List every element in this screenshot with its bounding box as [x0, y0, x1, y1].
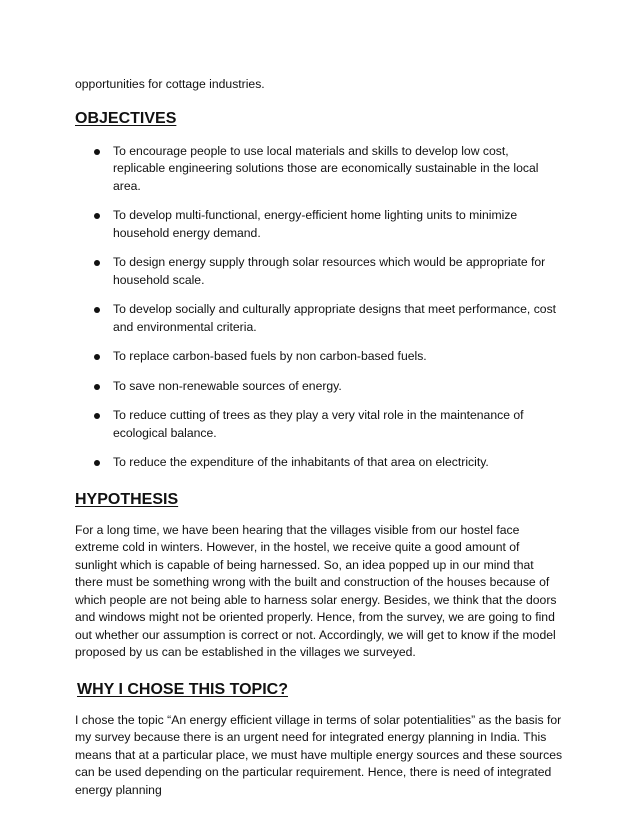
objective-text: To reduce cutting of trees as they play a very vital role in the maintenance of ecological balance. [113, 408, 524, 440]
page-content [75, 76, 563, 799]
hypothesis-paragraph: For a long time, we have been hearing that the villages visible from our hostel face extreme cold in winters. However, in the hostel, we receive quite a good amount of sunlight which is capable of being harnessed. So, an idea popped up in our mind that there must be something wrong with the built and construction of the houses because of which people are not being able to harness solar energy. Besides, we think that the doors and windows might not be oriented properly. Hence, from the survey, we are going to find out whether our assumption is correct or not. Accordingly, we will get to know if the model proposed by us can be established in the villages we surveyed. [75, 522, 557, 659]
hypothesis-heading: HYPOTHESIS [75, 490, 179, 508]
objectives-list [75, 143, 563, 472]
objectives-heading: OBJECTIVES [75, 109, 177, 127]
bullet-icon [94, 384, 100, 390]
bullet-icon [94, 149, 100, 155]
objective-text: To encourage people to use local materials and skills to develop low cost, replicable engineering solutions those are economically sustainable in the local area. [113, 143, 539, 193]
objective-text: To replace carbon-based fuels by non carbon-based fuels. [113, 349, 427, 363]
objective-item [75, 254, 563, 289]
objective-item [75, 348, 563, 366]
objective-item [75, 301, 563, 336]
why-topic-paragraph: I chose the topic “An energy efficient village in terms of solar potentialities” as the basis for my survey because there is an urgent need for integrated energy planning in India. This means that at a particular place, we must have multiple energy sources and these sources can be used depending on the particular requirement. Hence, there is need of integrated energy planning [75, 712, 563, 797]
bullet-icon [94, 413, 100, 419]
objective-item [75, 143, 563, 196]
objective-item [75, 407, 563, 442]
objective-item [75, 454, 563, 472]
objective-text: To develop multi-functional, energy-efficient home lighting units to minimize household energy demand. [113, 208, 518, 240]
bullet-icon [94, 354, 100, 360]
objective-text: To design energy supply through solar resources which would be appropriate for household scale. [113, 255, 546, 287]
objective-text: To save non-renewable sources of energy. [113, 378, 342, 393]
objective-item [75, 207, 563, 242]
objective-text: To develop socially and culturally appropriate designs that meet performance, cost and environmental criteria. [113, 302, 557, 334]
objective-item [75, 378, 563, 396]
bullet-icon [94, 260, 100, 266]
bullet-icon [94, 307, 100, 313]
intro-text: opportunities for cottage industries. [75, 77, 265, 91]
bullet-icon [94, 460, 100, 466]
objective-text: To reduce the expenditure of the inhabitants of that area on electricity. [113, 455, 489, 469]
why-topic-heading: WHY I CHOSE THIS TOPIC? [77, 680, 288, 698]
bullet-icon [94, 213, 100, 219]
